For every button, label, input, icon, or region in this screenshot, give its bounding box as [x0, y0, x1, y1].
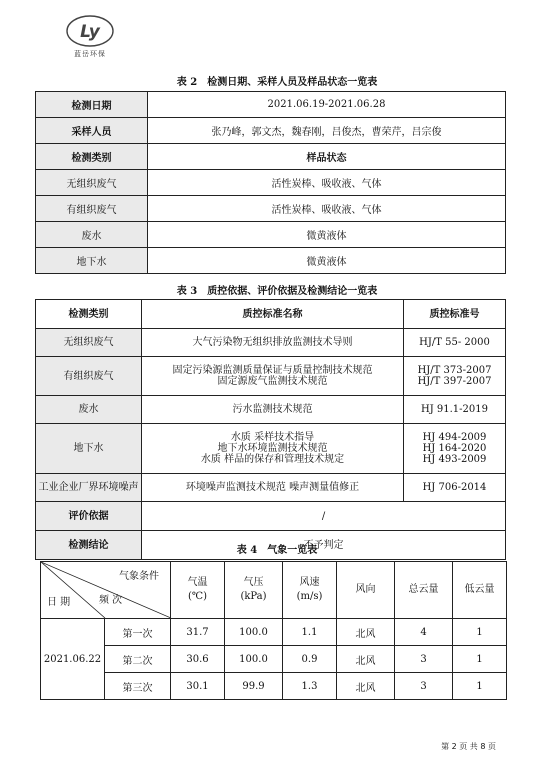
- qc-header-cell: 质控标准号: [404, 300, 506, 329]
- sampling-label: 有组织废气: [36, 196, 148, 222]
- weather-value: 1.3: [283, 673, 337, 700]
- sampling-row: [36, 170, 506, 196]
- sampling-value: 活性炭棒、吸收液、气体: [148, 170, 506, 196]
- table4-caption: [0, 541, 554, 556]
- table2-title: 检测日期、采样人员及样品状态一览表: [207, 77, 378, 88]
- corner-label-date: 日 期: [47, 597, 71, 608]
- weather-row: [41, 673, 507, 700]
- sampling-row: [36, 196, 506, 222]
- weather-value: 99.9: [225, 673, 283, 700]
- weather-frequency: 第二次: [105, 646, 171, 673]
- qc-header-cell: 检测类别: [36, 300, 142, 329]
- qc-row: [36, 396, 506, 424]
- qc-category: 工业企业厂界环境噪声: [36, 474, 142, 502]
- col-header-total-cloud: 总云量: [395, 562, 453, 619]
- qc-category: 地下水: [36, 424, 142, 474]
- evaluation-value: /: [142, 502, 506, 531]
- qc-standard-codes: HJ 706-2014: [404, 474, 506, 502]
- weather-value: 30.1: [171, 673, 225, 700]
- sampling-row: [36, 92, 506, 118]
- qc-header-cell: 质控标准名称: [142, 300, 404, 329]
- qc-category: 废水: [36, 396, 142, 424]
- weather-value: 100.0: [225, 646, 283, 673]
- col-header-pressure: 气压 (kPa): [225, 562, 283, 619]
- col-header-wind-speed: 风速 (m/s): [283, 562, 337, 619]
- sampling-value: 张乃峰，郭文杰，魏春刚，吕俊杰，曹荣芹，吕宗俊: [148, 118, 506, 144]
- sampling-info-table: [35, 91, 506, 274]
- weather-value: 0.9: [283, 646, 337, 673]
- weather-value: 3: [395, 646, 453, 673]
- table3-number: 表 3: [176, 286, 198, 297]
- logo-text: 蓝岳环保: [74, 50, 106, 58]
- weather-value: 北风: [337, 646, 395, 673]
- evaluation-row: [36, 502, 506, 531]
- svg-text:Ly: Ly: [80, 22, 100, 42]
- weather-value: 北风: [337, 619, 395, 646]
- weather-frequency: 第三次: [105, 673, 171, 700]
- qc-standard-names: 固定污染源监测质量保证与质量控制技术规范 固定源废气监测技术规范: [142, 357, 404, 396]
- weather-value: 1: [453, 673, 507, 700]
- sampling-label: 地下水: [36, 248, 148, 274]
- sampling-value: 2021.06.19-2021.06.28: [148, 92, 506, 118]
- qc-standard-names: 污水监测技术规范: [142, 396, 404, 424]
- weather-value: 100.0: [225, 619, 283, 646]
- weather-value: 1.1: [283, 619, 337, 646]
- qc-category: 无组织废气: [36, 329, 142, 357]
- sampling-label: 检测类别: [36, 144, 148, 170]
- conclusion-value: 不予判定: [142, 531, 506, 560]
- col-header-wind-dir: 风向: [337, 562, 395, 619]
- weather-header-row: [41, 562, 507, 619]
- weather-frequency: 第一次: [105, 619, 171, 646]
- diagonal-corner-cell: [41, 562, 171, 619]
- qc-standard-codes: HJ 91.1-2019: [404, 396, 506, 424]
- weather-value: 北风: [337, 673, 395, 700]
- weather-table: [40, 561, 507, 700]
- sampling-label: 检测日期: [36, 92, 148, 118]
- table4-title: 气象一览表: [267, 545, 318, 556]
- table4-number: 表 4: [236, 545, 258, 556]
- col-header-low-cloud: 低云量: [453, 562, 507, 619]
- qc-standard-codes: HJ 494-2009 HJ 164-2020 HJ 493-2009: [404, 424, 506, 474]
- weather-row: [41, 619, 507, 646]
- weather-value: 1: [453, 646, 507, 673]
- weather-value: 1: [453, 619, 507, 646]
- sampling-label: 采样人员: [36, 118, 148, 144]
- company-logo: [62, 14, 118, 59]
- qc-standards-table: [35, 299, 506, 560]
- page-footer: 第 2 页 共 8 页: [441, 742, 496, 751]
- weather-value: 4: [395, 619, 453, 646]
- qc-row: [36, 329, 506, 357]
- conclusion-label: 检测结论: [36, 531, 142, 560]
- qc-standard-codes: HJ/T 55- 2000: [404, 329, 506, 357]
- corner-label-freq: 频 次: [99, 595, 123, 606]
- qc-standard-names: 大气污染物无组织排放监测技术导则: [142, 329, 404, 357]
- evaluation-label: 评价依据: [36, 502, 142, 531]
- weather-row: [41, 646, 507, 673]
- qc-row: [36, 474, 506, 502]
- sampling-row: [36, 222, 506, 248]
- sampling-label: 无组织废气: [36, 170, 148, 196]
- qc-row: [36, 424, 506, 474]
- sampling-value: 微黄液体: [148, 222, 506, 248]
- col-header-temp: 气温 (℃): [171, 562, 225, 619]
- table2-number: 表 2: [176, 77, 198, 88]
- sampling-row: [36, 248, 506, 274]
- qc-standard-codes: HJ/T 373-2007 HJ/T 397-2007: [404, 357, 506, 396]
- table3-caption: [0, 282, 554, 297]
- weather-date: 2021.06.22: [41, 619, 105, 700]
- qc-category: 有组织废气: [36, 357, 142, 396]
- weather-value: 30.6: [171, 646, 225, 673]
- qc-row: [36, 357, 506, 396]
- weather-value: 31.7: [171, 619, 225, 646]
- sampling-value: 样品状态: [148, 144, 506, 170]
- sampling-row: [36, 118, 506, 144]
- table3-title: 质控依据、评价依据及检测结论一览表: [207, 286, 378, 297]
- sampling-row: [36, 144, 506, 170]
- qc-standard-names: 水质 采样技术指导 地下水环境监测技术规范 水质 样品的保存和管理技术规定: [142, 424, 404, 474]
- sampling-value: 活性炭棒、吸收液、气体: [148, 196, 506, 222]
- table2-caption: [0, 73, 554, 88]
- weather-value: 3: [395, 673, 453, 700]
- qc-standard-names: 环境噪声监测技术规范 噪声测量值修正: [142, 474, 404, 502]
- sampling-label: 废水: [36, 222, 148, 248]
- qc-header-row: [36, 300, 506, 329]
- corner-label-weather: 气象条件: [119, 571, 159, 582]
- ly-logo-icon: [65, 14, 115, 48]
- sampling-value: 微黄液体: [148, 248, 506, 274]
